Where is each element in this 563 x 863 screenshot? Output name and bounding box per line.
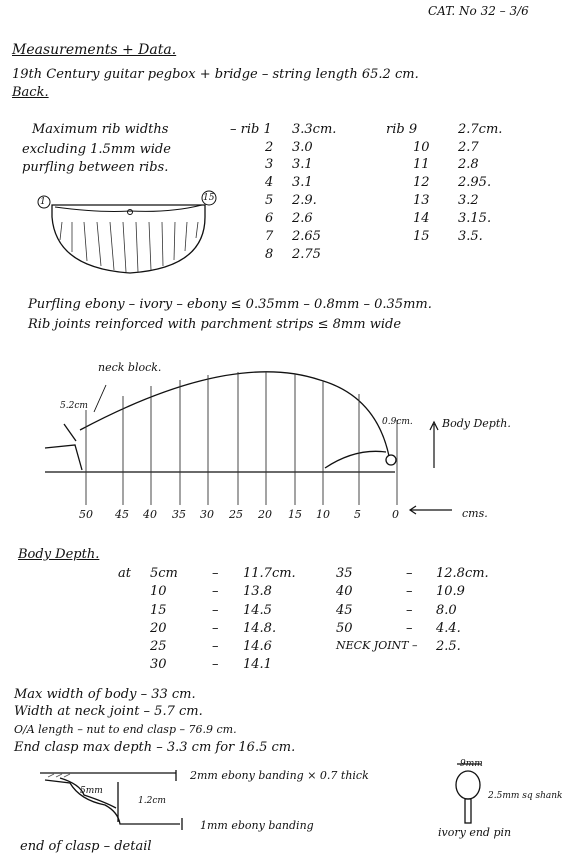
page-heading: Measurements + Data. (12, 42, 177, 58)
depth-position: 35 (336, 566, 353, 581)
depth-position: 20 (150, 621, 167, 636)
rib-number: – rib 1 (230, 122, 272, 137)
axis-tick: 35 (172, 508, 186, 521)
back-label: Back. (12, 85, 49, 100)
rib-width: 3.1 (292, 175, 313, 190)
depth-position: 15 (150, 603, 167, 618)
clasp-banding-2mm: 2mm ebony banding × 0.7 thick (190, 769, 369, 782)
rib-number: 14 (413, 211, 430, 226)
depth-position: 50 (336, 621, 353, 636)
rib-number: 7 (265, 229, 274, 244)
depth-position-neck-joint: NECK JOINT – (336, 639, 418, 652)
rib-width: 3.5. (458, 229, 483, 244)
purfling-note: Purfling ebony – ivory – ebony ≤ 0.35mm – 0.8mm – 0.35mm. (28, 297, 432, 312)
depth-dash: – (212, 657, 219, 672)
overall-length-line: O/A length – nut to end clasp – 76.9 cm. (14, 723, 237, 736)
rib-number: 3 (265, 157, 274, 172)
clasp-dim-5mm: 5mm (80, 786, 103, 796)
axis-tick: 10 (316, 508, 330, 521)
depth-position: 10 (150, 584, 167, 599)
depth-value: 10.9 (436, 584, 465, 599)
rib-width: 2.9. (292, 193, 317, 208)
depth-position: 25 (150, 639, 167, 654)
axis-units: cms. (462, 507, 488, 520)
ribs-note-line2: excluding 1.5mm wide (22, 142, 171, 157)
axis-tick: 45 (115, 508, 129, 521)
axis-tick: 40 (143, 508, 157, 521)
subtitle: 19th Century guitar pegbox + bridge – string length 65.2 cm. (12, 67, 419, 82)
catalog-number: CAT. No 32 – 3/6 (428, 4, 529, 18)
axis-tick: 30 (200, 508, 214, 521)
axis-tick: 20 (258, 508, 272, 521)
rib-number: 10 (413, 140, 430, 155)
rib-number: rib 9 (386, 122, 418, 137)
rib-width: 2.6 (292, 211, 313, 226)
depth-value: 12.8cm. (436, 566, 489, 581)
end-clasp-depth-line: End clasp max depth – 3.3 cm for 16.5 cm. (14, 740, 296, 755)
rib-width: 3.15. (458, 211, 492, 226)
depth-position: 45 (336, 603, 353, 618)
body-depth-arrow-label: Body Depth. (442, 417, 511, 430)
rib-number: 12 (413, 175, 430, 190)
rib-width: 2.7cm. (458, 122, 503, 137)
depth-dash: – (212, 584, 219, 599)
rib-joints-note: Rib joints reinforced with parchment strips ≤ 8mm wide (28, 317, 402, 332)
ivory-end-pin-caption: ivory end pin (438, 826, 512, 839)
clasp-caption: end of clasp – detail (20, 839, 152, 854)
rib-number: 13 (413, 193, 430, 208)
rib-number: 11 (413, 157, 430, 172)
rib-number: 5 (265, 193, 274, 208)
pin-width-dim: 9mm (460, 759, 483, 769)
depth-dash: – (212, 566, 219, 581)
depth-value: 14.8. (243, 621, 277, 636)
rib-1-marker: 1 (40, 197, 46, 207)
axis-tick: 0 (392, 508, 399, 521)
axis-tick: 15 (288, 508, 302, 521)
neck-length-dim: 5.2cm (60, 401, 88, 411)
depth-value: 14.1 (243, 657, 272, 672)
depth-value: 13.8 (243, 584, 272, 599)
rib-15-marker: 15 (203, 193, 215, 203)
rib-width: 3.3cm. (292, 122, 337, 137)
pin-shank-dim: 2.5mm sq shank (488, 791, 563, 801)
max-width-line: Max width of body – 33 cm. (14, 687, 196, 702)
body-depth-at: at (118, 566, 131, 581)
end-depth-dim: 0.9cm. (382, 417, 413, 427)
depth-dash: – (406, 621, 413, 636)
depth-dash: – (212, 621, 219, 636)
clasp-dim-1-2cm: 1.2cm (138, 796, 166, 806)
ribs-note-line3: purfling between ribs. (22, 160, 169, 175)
depth-value: 14.5 (243, 603, 272, 618)
depth-value: 2.5. (436, 639, 461, 654)
depth-dash: – (406, 584, 413, 599)
depth-value: 8.0 (436, 603, 457, 618)
ribs-note-line1: Maximum rib widths (32, 122, 169, 137)
rib-width: 3.2 (458, 193, 479, 208)
rib-number: 4 (265, 175, 274, 190)
rib-number: 6 (265, 211, 274, 226)
depth-dash: – (212, 603, 219, 618)
rib-width: 2.7 (458, 140, 479, 155)
rib-number: 2 (265, 140, 274, 155)
rib-width: 2.95. (458, 175, 492, 190)
depth-position: 30 (150, 657, 167, 672)
rib-number: 15 (413, 229, 430, 244)
rib-number: 8 (265, 247, 274, 262)
axis-tick: 25 (229, 508, 243, 521)
rib-width: 2.8 (458, 157, 479, 172)
rib-width: 2.65 (292, 229, 321, 244)
clasp-banding-1mm: 1mm ebony banding (200, 819, 314, 832)
depth-dash: – (212, 639, 219, 654)
depth-value: 11.7cm. (243, 566, 296, 581)
depth-position: 5cm (150, 566, 178, 581)
depth-value: 14.6 (243, 639, 272, 654)
rib-width: 3.1 (292, 157, 313, 172)
axis-tick: 5 (354, 508, 361, 521)
neck-joint-width-line: Width at neck joint – 5.7 cm. (14, 704, 203, 719)
body-depth-title: Body Depth. (18, 547, 100, 562)
rib-width: 2.75 (292, 247, 321, 262)
depth-dash: – (406, 603, 413, 618)
axis-tick: 50 (79, 508, 93, 521)
neck-block-label: neck block. (98, 361, 162, 374)
depth-dash: – (406, 566, 413, 581)
rib-width: 3.0 (292, 140, 313, 155)
depth-value: 4.4. (436, 621, 461, 636)
depth-position: 40 (336, 584, 353, 599)
